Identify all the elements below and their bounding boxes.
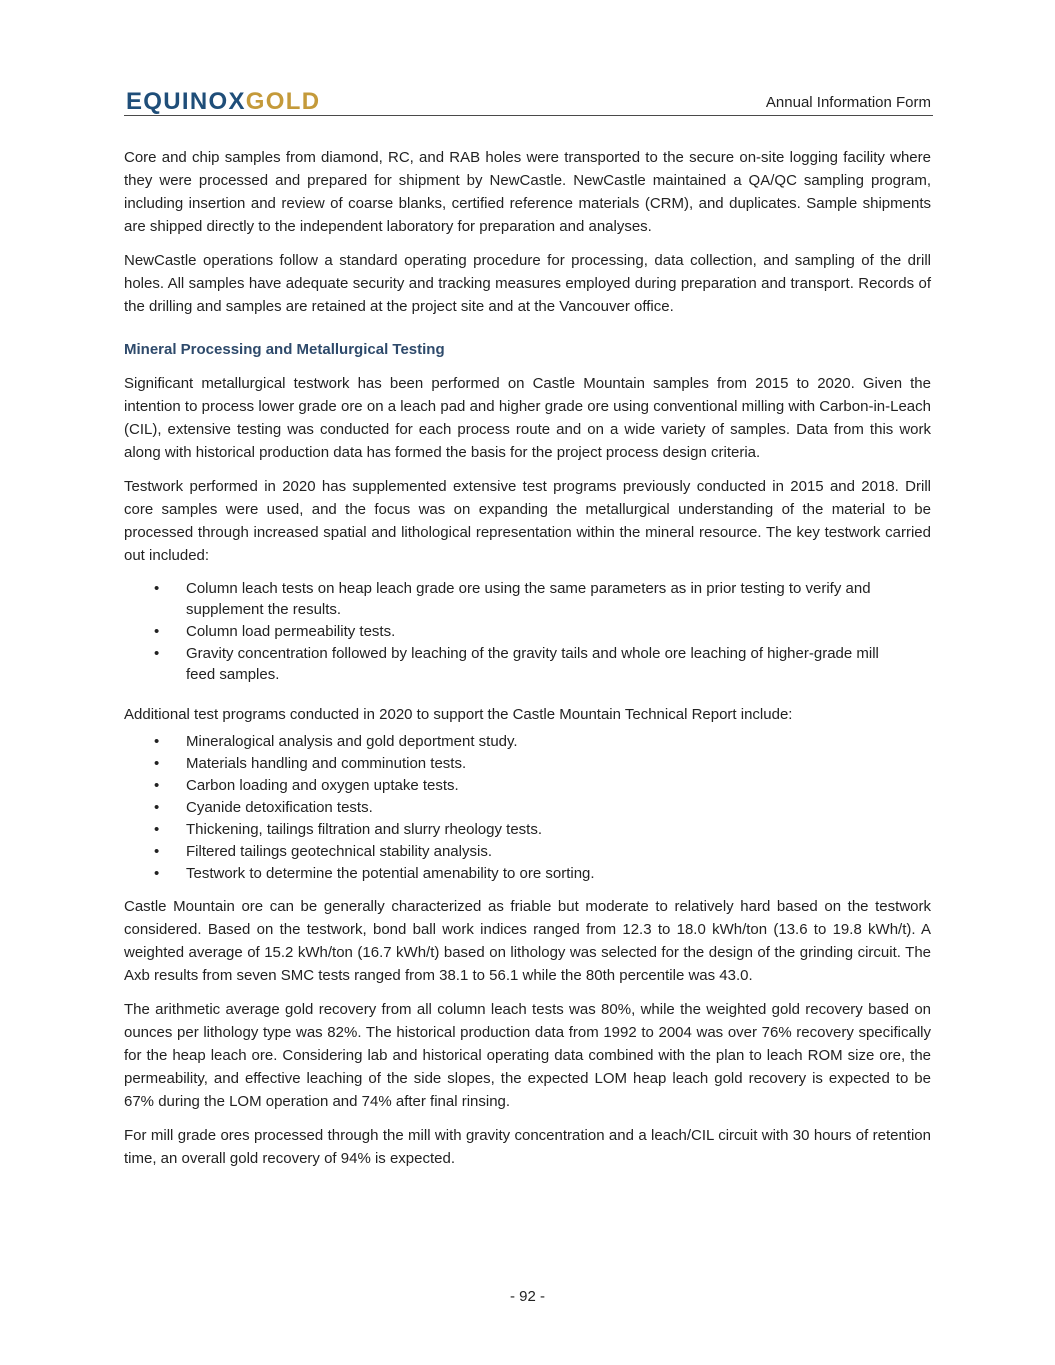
paragraph-sample-handling: Core and chip samples from diamond, RC, and RAB holes were transported to the secure on-site logging facility where they were processed and prepared for shipment by NewCastle. NewCastle maintained a QA/QC sampling program, including insertion and review of coarse blanks, certified reference materials (CRM), and duplicates. Sample shipments are shipped directly to the independent laboratory for preparation and analyses. bbox=[124, 149, 931, 235]
bullet-icon: • bbox=[154, 777, 160, 794]
paragraph-metallurgical-testwork: Significant metallurgical testwork has been performed on Castle Mountain samples from 2015 to 2020. Given the intention to process lower grade ore on a leach pad and higher grade ore using conventional milling with Carbon-in-Leach (CIL), extensive testing was conducted for each process route and on a wide variety of samples. Data from this work along with historical production data has formed the basis for the project process design criteria. bbox=[124, 375, 931, 461]
additional-programs-list bbox=[124, 731, 931, 884]
page-content bbox=[124, 146, 931, 1181]
paragraph-operations-procedure: NewCastle operations follow a standard operating procedure for processing, data collection, and sampling of the drill holes. All samples have adequate security and tracking measures employed during preparation and transport. Records of the drilling and samples are retained at the project site and at the Vancouver office. bbox=[124, 252, 931, 315]
paragraph-additional-programs: Additional test programs conducted in 2020 to support the Castle Mountain Technical Report include: bbox=[124, 706, 793, 723]
list-item: • Mineralogical analysis and gold deportment study. bbox=[154, 733, 518, 750]
bullet-icon: • bbox=[154, 580, 160, 597]
bullet-icon: • bbox=[154, 843, 160, 860]
bullet-icon: • bbox=[154, 755, 160, 772]
equinox-gold-logo bbox=[126, 88, 320, 115]
list-item: • Thickening, tailings filtration and slurry rheology tests. bbox=[154, 821, 543, 838]
bullet-icon: • bbox=[154, 799, 160, 816]
list-item: • Carbon loading and oxygen uptake tests. bbox=[154, 777, 459, 794]
bullet-icon: • bbox=[154, 865, 160, 882]
list-item: • Testwork to determine the potential amenability to ore sorting. bbox=[154, 865, 595, 882]
logo-text-gold: GOLD bbox=[245, 88, 321, 115]
bullet-icon: • bbox=[154, 623, 160, 640]
bullet-icon: • bbox=[154, 821, 160, 838]
list-item: • Column load permeability tests. bbox=[154, 623, 396, 640]
bullet-icon: • bbox=[154, 645, 160, 662]
paragraph-gold-recovery: The arithmetic average gold recovery from all column leach tests was 80%, while the weighted gold recovery based on ounces per lithology type was 82%. The historical production data from 1992 to 2004 was over 76% recovery specifically for the heap leach ore. Considering lab and historical operating data combined with the plan to leach ROM size ore, the permeability, and effective leaching of the side slopes, the expected LOM heap leach gold recovery is expected to be 67% during the LOM operation and 74% after final rinsing. bbox=[124, 1001, 931, 1110]
list-item: • Filtered tailings geotechnical stability analysis. bbox=[154, 843, 492, 860]
paragraph-mill-recovery: For mill grade ores processed through the mill with gravity concentration and a leach/CIL circuit with 30 hours of retention time, an overall gold recovery of 94% is expected. bbox=[124, 1127, 931, 1167]
page-header bbox=[124, 88, 933, 116]
logo-text-equinox: EQUINOX bbox=[126, 88, 246, 115]
paragraph-ore-characterization: Castle Mountain ore can be generally characterized as friable but moderate to relatively hard based on the testwork considered. Based on the testwork, bond ball work indices ranged from 12.3 to 18.0 kWh/ton (13.6 to 19.8 kWh/t). A weighted average of 15.2 kWh/ton (16.7 kWh/t) based on lithology was selected for the design of the grinding circuit. The Axb results from seven SMC tests ranged from 38.1 to 56.1 while the 80th percentile was 43.0. bbox=[124, 898, 931, 984]
list-item: • Column leach tests on heap leach grade ore using the same parameters as in prior testing to verify and supplement the results. bbox=[154, 580, 871, 618]
list-item: • Materials handling and comminution tests. bbox=[154, 755, 467, 772]
list-item: • Gravity concentration followed by leaching of the gravity tails and whole ore leaching of higher-grade mill feed samples. bbox=[154, 645, 879, 683]
document-title: Annual Information Form bbox=[765, 94, 931, 111]
paragraph-testwork-2020: Testwork performed in 2020 has supplemented extensive test programs previously conducted in 2015 and 2018. Drill core samples were used, and the focus was on expanding the metallurgical understanding of the material to be processed through increased spatial and lithological representation within the mineral resource. The key testwork carried out included: bbox=[124, 478, 931, 564]
key-testwork-list bbox=[124, 578, 931, 685]
page-number: - 92 - bbox=[509, 1288, 545, 1305]
bullet-icon: • bbox=[154, 733, 160, 750]
list-item: • Cyanide detoxification tests. bbox=[154, 799, 373, 816]
section-heading: Mineral Processing and Metallurgical Testing bbox=[124, 341, 445, 358]
